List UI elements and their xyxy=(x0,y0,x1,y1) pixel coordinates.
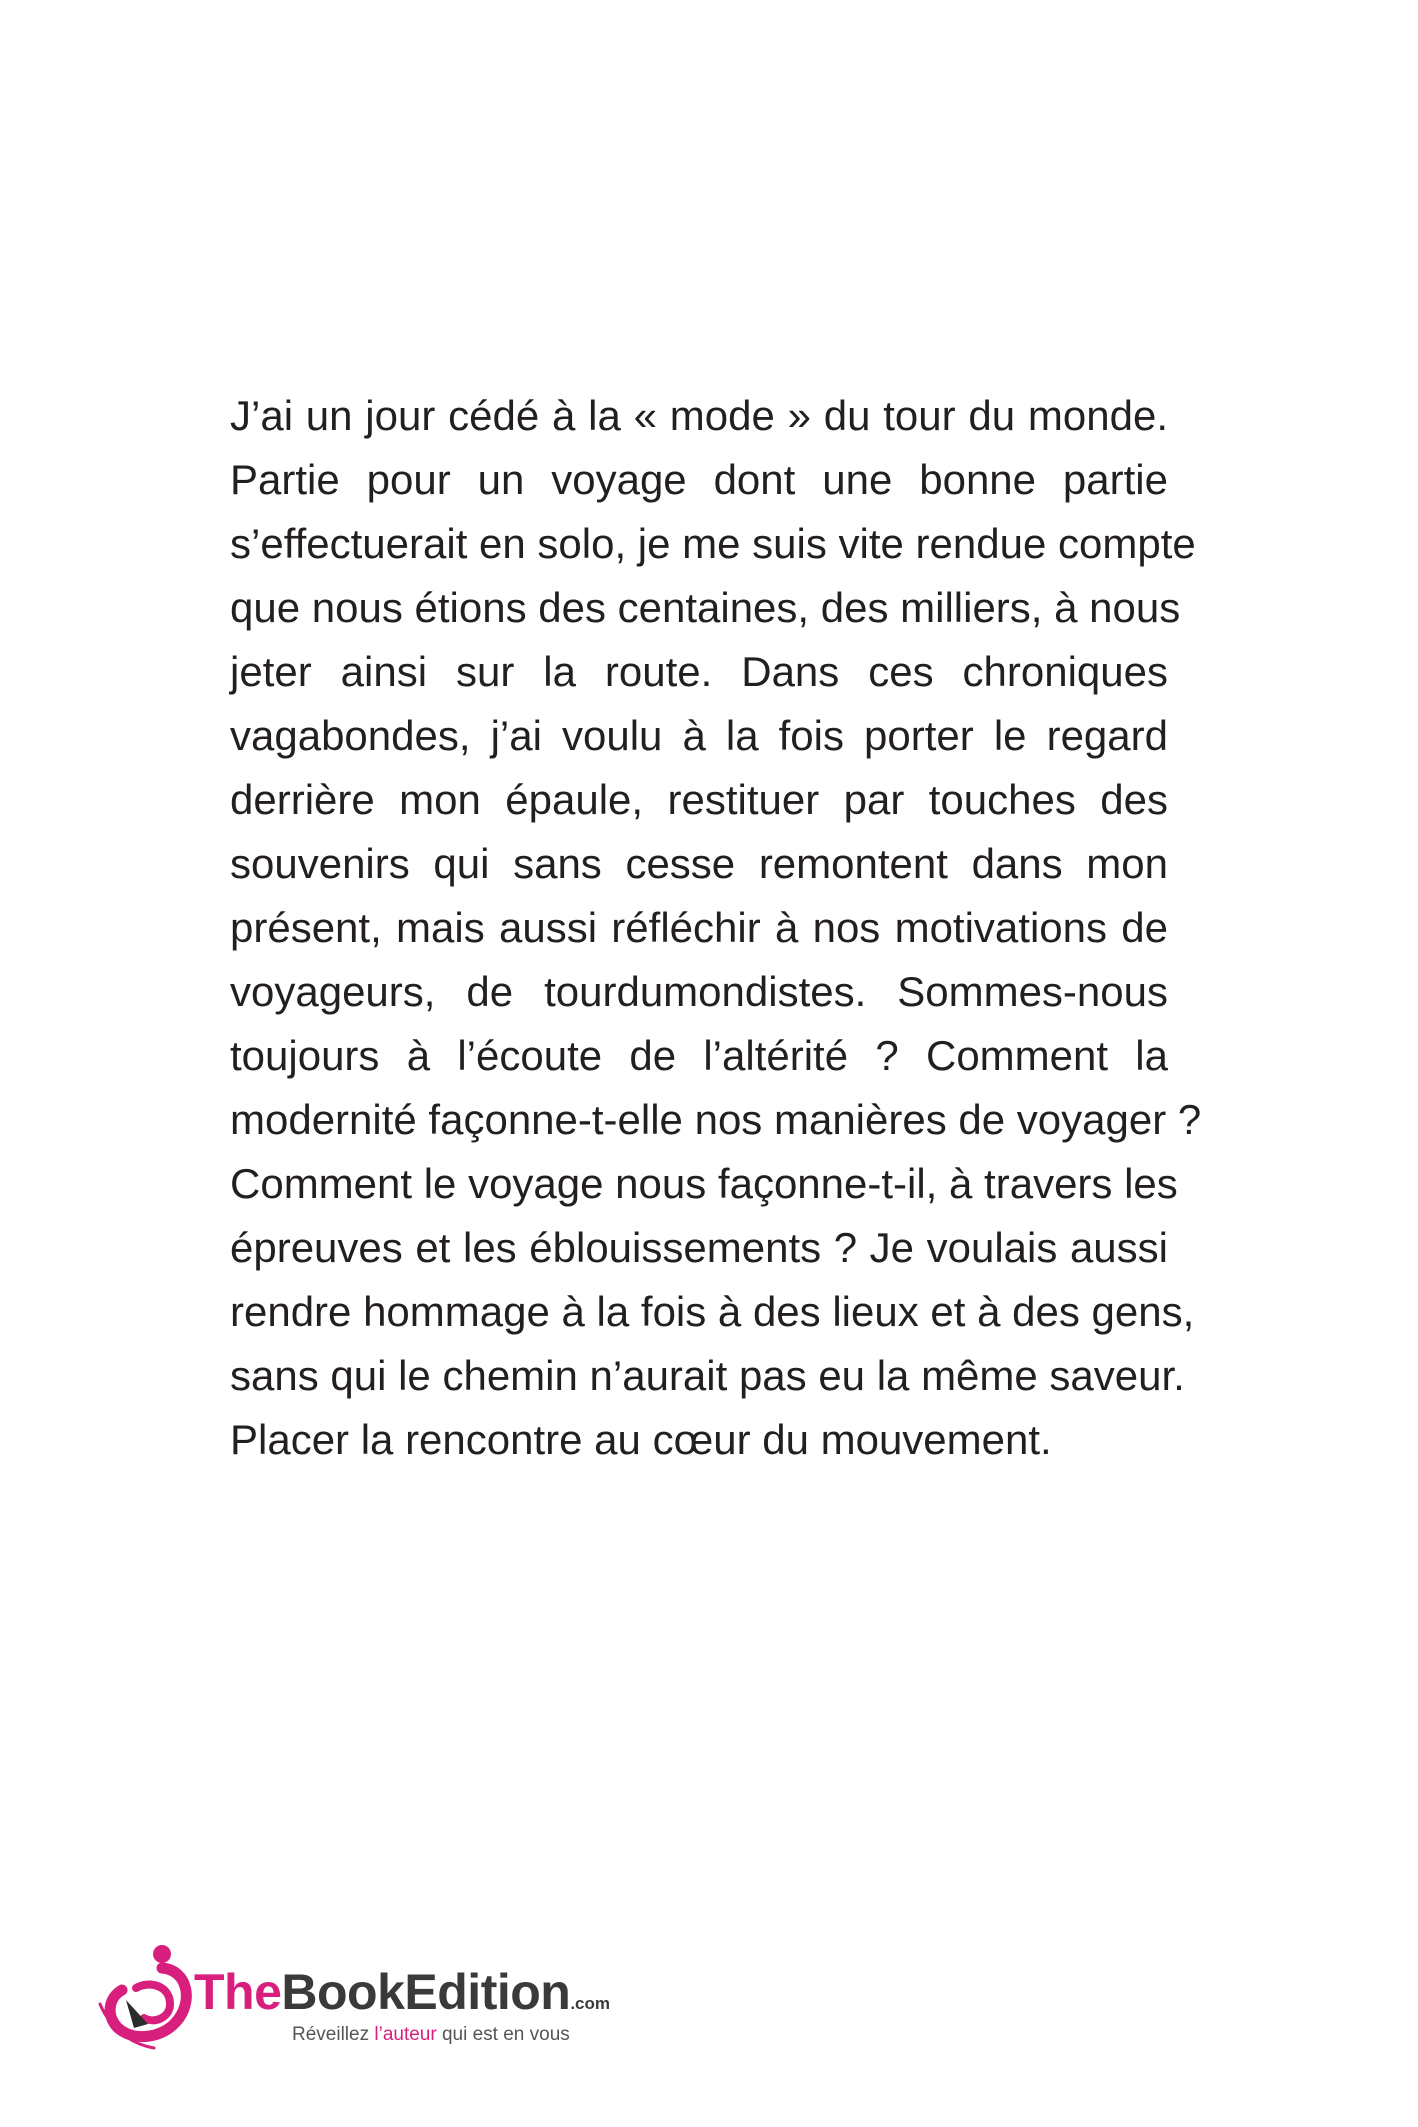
blurb-line: jeter ainsi sur la route. Dans ces chroniques xyxy=(230,648,1168,695)
blurb-line: derrière mon épaule, restituer par touches des xyxy=(230,776,1168,823)
blurb-line: J’ai un jour cédé à la « mode » du tour du monde. xyxy=(230,392,1168,439)
person-swirl-icon xyxy=(96,1944,196,2052)
back-cover-blurb xyxy=(230,384,1202,1472)
blurb-line: sans qui le chemin n’aurait pas eu la même saveur. xyxy=(230,1352,1185,1399)
blurb-line: voyageurs, de tourdumondistes. Sommes-nous xyxy=(230,968,1168,1015)
blurb-line: toujours à l’écoute de l’altérité ? Comment la xyxy=(230,1032,1168,1079)
blurb-line: Comment le voyage nous façonne-t-il, à travers les xyxy=(230,1160,1178,1207)
tagline-end: qui est en vous xyxy=(436,2024,570,2045)
blurb-line: souvenirs qui sans cesse remontent dans mon xyxy=(230,840,1168,887)
logo-wordmark xyxy=(194,1964,610,2032)
tagline-start: Réveillez xyxy=(292,2024,375,2045)
blurb-line: rendre hommage à la fois à des lieux et à des gens, xyxy=(230,1288,1195,1335)
logo-word-com: .com xyxy=(570,1994,611,2013)
logo-word-the: The xyxy=(194,1964,282,2020)
logo-word-bookedition: BookEdition xyxy=(281,1964,571,2020)
blurb-line: Partie pour un voyage dont une bonne partie xyxy=(230,456,1168,503)
blurb-line: Placer la rencontre au cœur du mouvement. xyxy=(230,1416,1052,1463)
blurb-line: modernité façonne-t-elle nos manières de voyager ? xyxy=(230,1096,1202,1143)
blurb-line: vagabondes, j’ai voulu à la fois porter le regard xyxy=(230,712,1168,759)
blurb-line: présent, mais aussi réfléchir à nos motivations de xyxy=(230,904,1168,951)
blurb-line: que nous étions des centaines, des milliers, à nous xyxy=(230,584,1181,631)
logo-tagline xyxy=(292,2024,570,2046)
blurb-line: s’effectuerait en solo, je me suis vite rendue compte xyxy=(230,520,1196,567)
blurb-line: épreuves et les éblouissements ? Je voulais aussi xyxy=(230,1224,1168,1271)
tagline-accent: l’auteur xyxy=(374,2024,437,2045)
publisher-logo xyxy=(96,1944,696,2064)
